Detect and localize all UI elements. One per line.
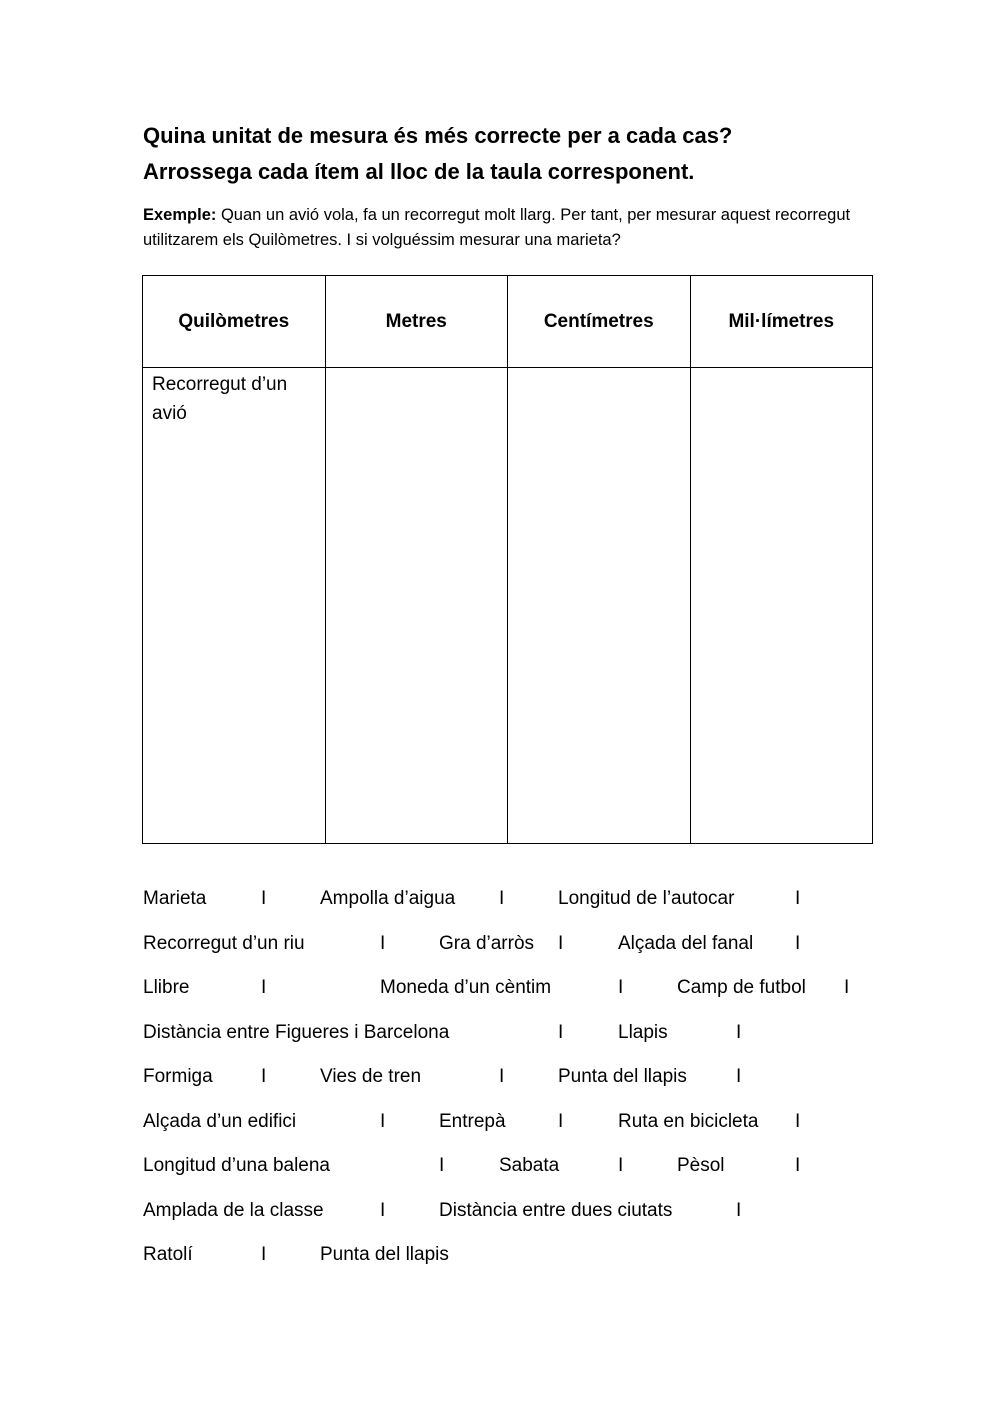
item-separator: I bbox=[380, 1110, 386, 1132]
draggable-item[interactable]: Ruta en bicicleta bbox=[618, 1110, 759, 1132]
drop-zone-metres[interactable] bbox=[325, 368, 508, 844]
item-row bbox=[143, 973, 903, 1018]
item-separator: I bbox=[795, 932, 801, 954]
item-separator: I bbox=[736, 1199, 742, 1221]
header-millimetres: Mil·límetres bbox=[690, 276, 873, 368]
item-row bbox=[143, 1196, 903, 1241]
item-row bbox=[143, 1018, 903, 1063]
item-row bbox=[143, 1151, 903, 1196]
item-row bbox=[143, 884, 903, 929]
draggable-item[interactable]: Amplada de la classe bbox=[143, 1199, 324, 1221]
units-table bbox=[142, 275, 873, 844]
example-label: Exemple: bbox=[143, 206, 217, 224]
draggable-item[interactable]: Entrepà bbox=[439, 1110, 506, 1132]
example-text: Quan un avió vola, fa un recorregut molt llarg. Per tant, per mesurar aquest recorregut utilitzarem els Quilòmetres. I si volguéssim mesurar una marieta? bbox=[143, 206, 851, 249]
draggable-item[interactable]: Distància entre dues ciutats bbox=[439, 1199, 673, 1221]
item-separator: I bbox=[261, 888, 267, 909]
heading-line-1: Quina unitat de mesura és més correcte per a cada cas? bbox=[143, 123, 733, 148]
item-separator: I bbox=[558, 1021, 564, 1043]
example-paragraph bbox=[143, 203, 873, 253]
item-separator: I bbox=[795, 888, 801, 909]
table-drop-row bbox=[143, 368, 873, 844]
draggable-item[interactable]: Longitud de l’autocar bbox=[558, 888, 735, 909]
draggable-item[interactable]: Pèsol bbox=[677, 1155, 725, 1176]
item-separator: I bbox=[795, 1155, 801, 1176]
draggable-item[interactable]: Ampolla d’aigua bbox=[320, 888, 456, 909]
draggable-item[interactable]: Camp de futbol bbox=[677, 977, 806, 998]
item-row bbox=[143, 1240, 903, 1285]
item-separator: I bbox=[499, 888, 505, 909]
draggable-item[interactable]: Formiga bbox=[143, 1066, 213, 1087]
draggable-item[interactable]: Sabata bbox=[499, 1155, 560, 1176]
header-quilometres: Quilòmetres bbox=[143, 276, 326, 368]
draggable-item[interactable]: Llibre bbox=[143, 977, 190, 998]
draggable-item[interactable]: Gra d’arròs bbox=[439, 932, 535, 954]
draggable-item[interactable]: Llapis bbox=[618, 1021, 668, 1043]
draggable-item[interactable]: Alçada d’un edifici bbox=[143, 1110, 297, 1132]
draggable-item[interactable]: Moneda d’un cèntim bbox=[380, 977, 552, 998]
item-separator: I bbox=[261, 1244, 267, 1265]
item-separator: I bbox=[844, 977, 850, 998]
item-separator: I bbox=[736, 1066, 742, 1087]
draggable-item[interactable]: Recorregut d’un riu bbox=[143, 932, 305, 954]
item-separator: I bbox=[558, 932, 564, 954]
draggable-item[interactable]: Distància entre Figueres i Barcelona bbox=[143, 1021, 450, 1043]
drop-zone-millimetres[interactable] bbox=[690, 368, 873, 844]
item-separator: I bbox=[439, 1155, 445, 1176]
item-separator: I bbox=[380, 1199, 386, 1221]
draggable-item[interactable]: Vies de tren bbox=[320, 1066, 422, 1087]
draggable-item[interactable]: Marieta bbox=[143, 888, 207, 909]
item-row bbox=[143, 1107, 903, 1152]
draggable-items-list bbox=[143, 884, 903, 1285]
draggable-item[interactable]: Alçada del fanal bbox=[618, 932, 754, 954]
drop-zone-centimetres[interactable] bbox=[508, 368, 691, 844]
header-centimetres: Centímetres bbox=[508, 276, 691, 368]
instructions-heading bbox=[143, 118, 903, 190]
header-metres: Metres bbox=[325, 276, 508, 368]
item-separator: I bbox=[380, 932, 386, 954]
table-header-row bbox=[143, 276, 873, 368]
heading-line-2: Arrossega cada ítem al lloc de la taula corresponent. bbox=[143, 159, 695, 184]
item-separator: I bbox=[618, 1155, 624, 1176]
item-separator: I bbox=[499, 1066, 505, 1087]
item-separator: I bbox=[558, 1110, 564, 1132]
item-separator: I bbox=[618, 977, 624, 998]
item-separator: I bbox=[795, 1110, 801, 1132]
item-separator: I bbox=[736, 1021, 742, 1043]
draggable-item[interactable]: Punta del llapis bbox=[558, 1066, 687, 1087]
item-row bbox=[143, 929, 903, 974]
item-separator: I bbox=[261, 977, 267, 998]
draggable-item[interactable]: Punta del llapis bbox=[320, 1244, 449, 1265]
item-separator: I bbox=[261, 1066, 267, 1087]
drop-zone-quilometres[interactable]: Recorregut d’un avió bbox=[143, 368, 326, 844]
item-row bbox=[143, 1062, 903, 1107]
draggable-item[interactable]: Ratolí bbox=[143, 1244, 193, 1265]
draggable-item[interactable]: Longitud d’una balena bbox=[143, 1155, 331, 1176]
